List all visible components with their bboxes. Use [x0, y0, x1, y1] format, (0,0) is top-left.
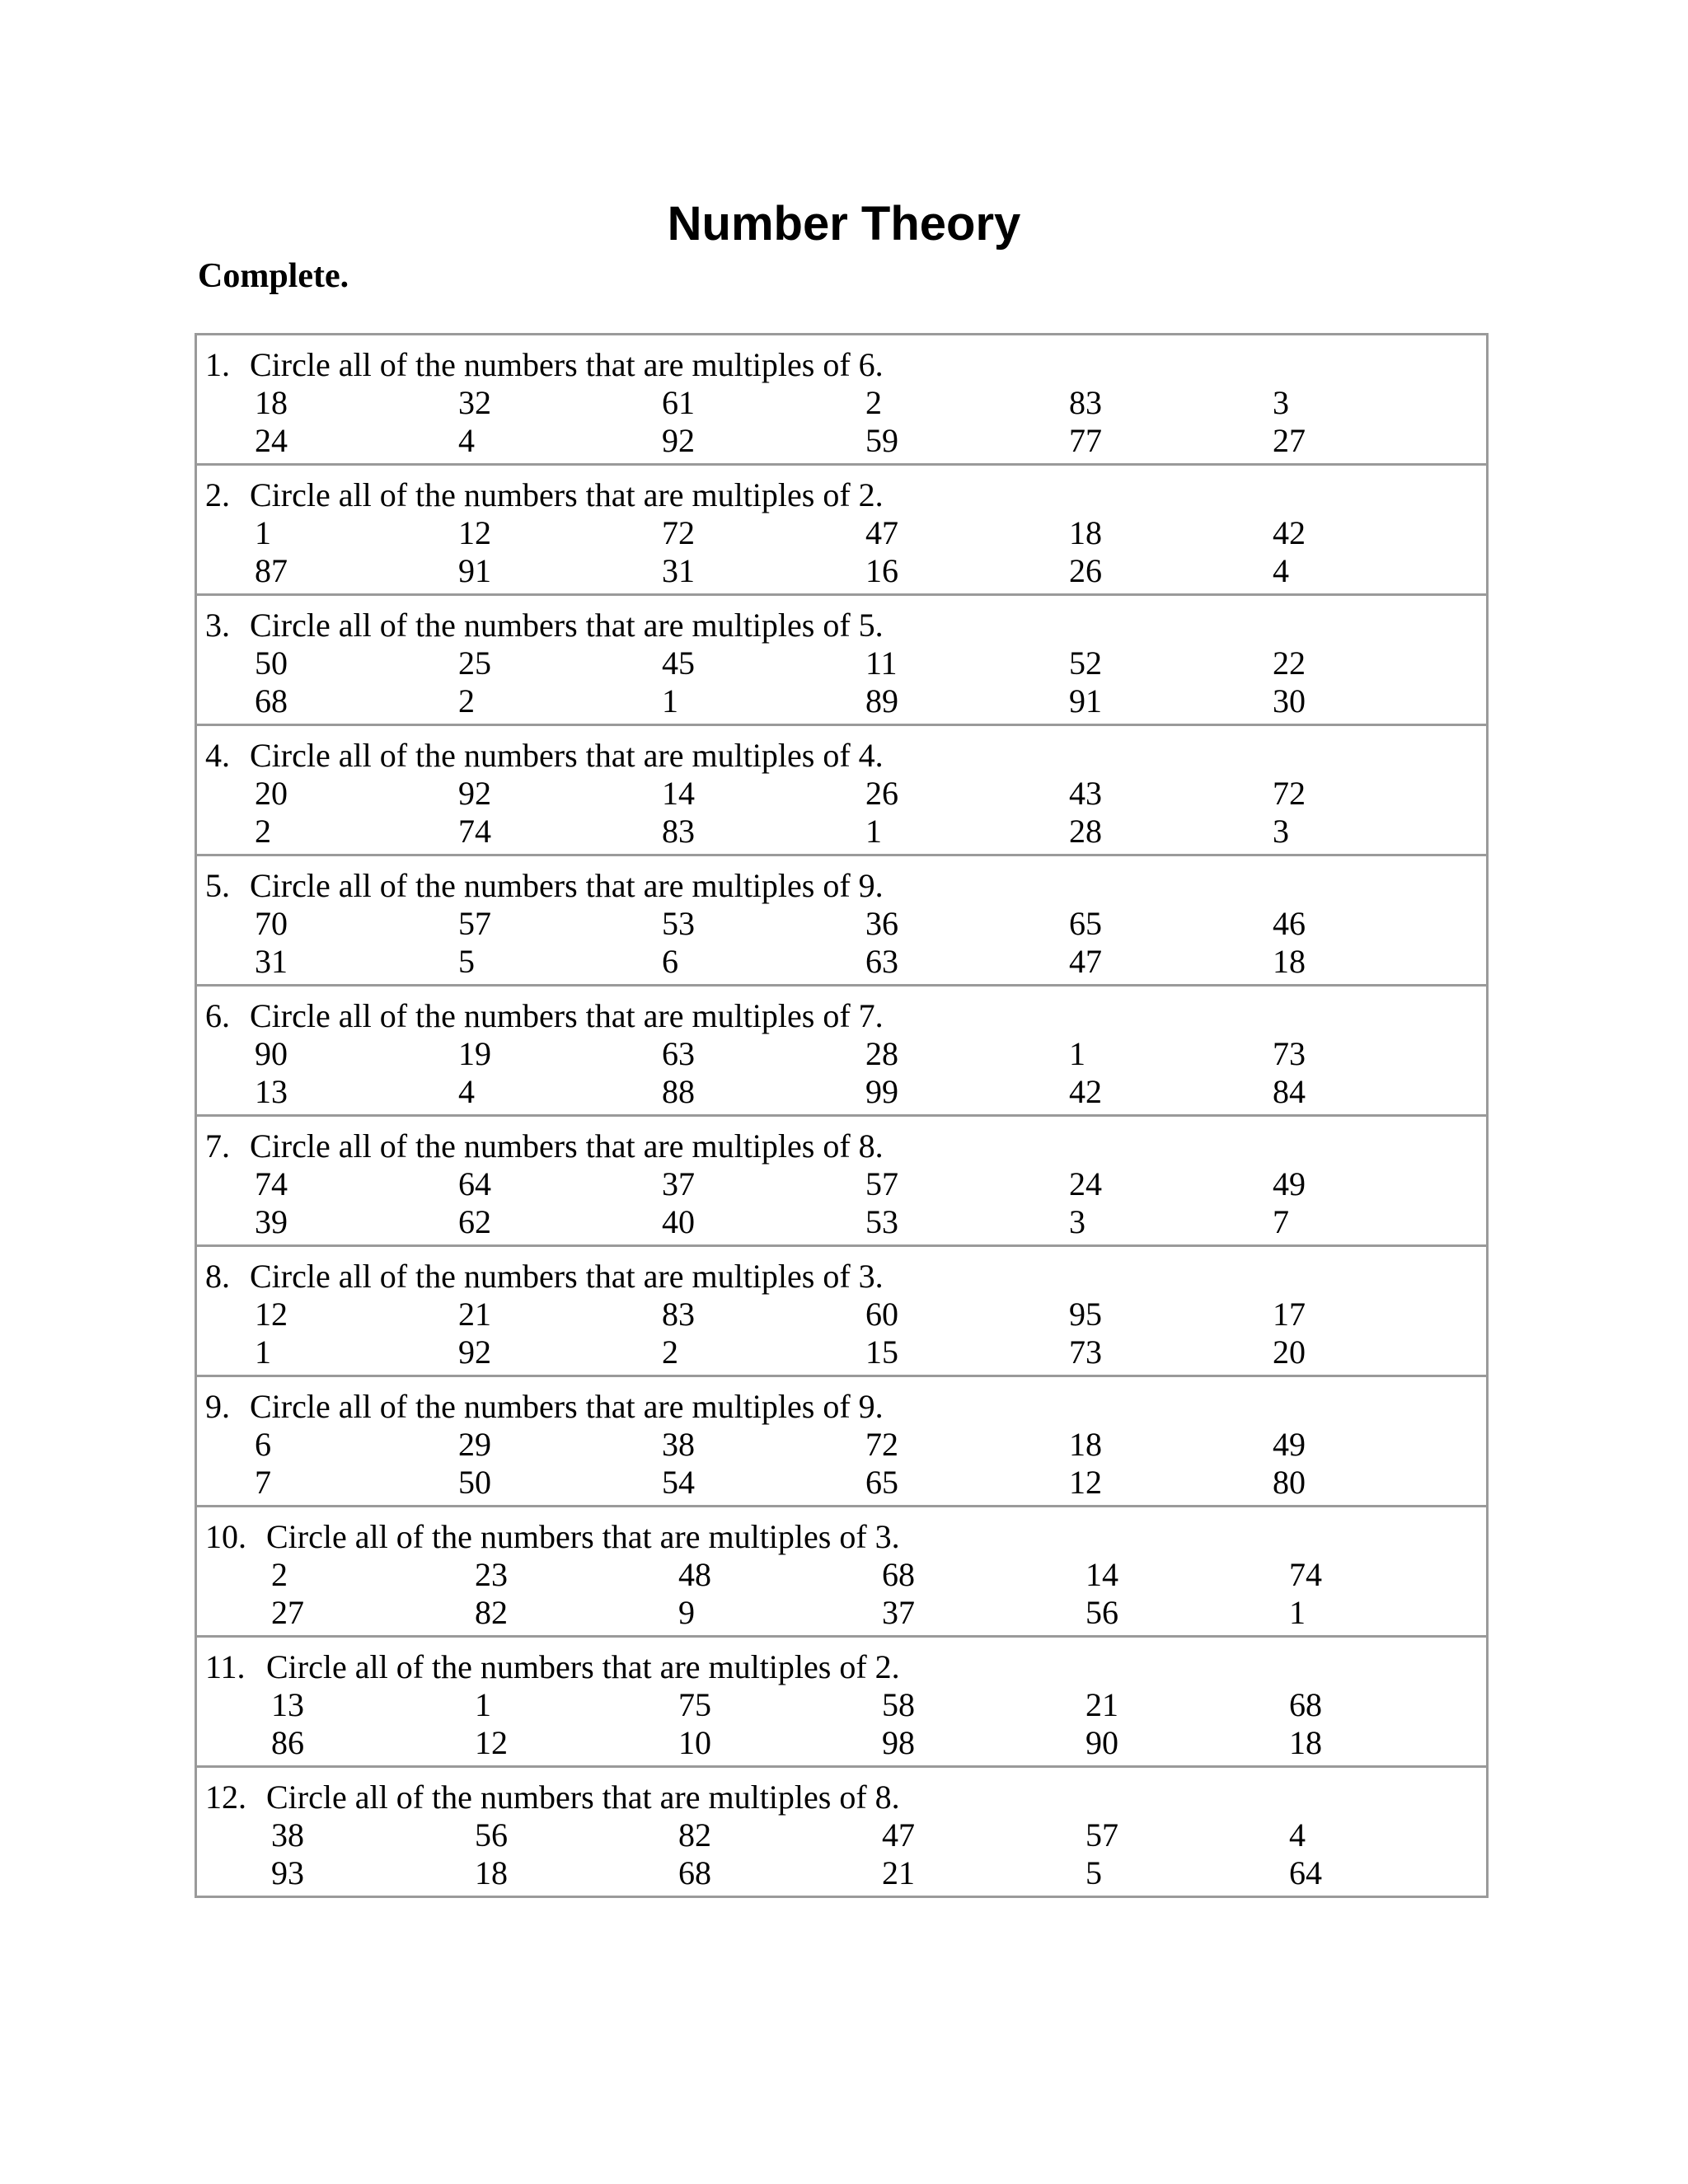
number-row	[255, 384, 1478, 422]
number-row	[271, 1594, 1478, 1632]
problem-number: 7.	[205, 1127, 230, 1165]
number-row	[271, 1816, 1478, 1854]
number-row	[255, 1165, 1478, 1203]
number-choice[interactable]: 18	[475, 1854, 508, 1891]
number-choice[interactable]: 38	[271, 1816, 304, 1854]
number-row	[255, 1426, 1478, 1464]
page-title: Number Theory	[667, 197, 1021, 251]
number-choice[interactable]: 68	[255, 682, 288, 719]
problem-1	[197, 335, 1486, 463]
problem-instruction: Circle all of the numbers that are multiples of 6.	[250, 346, 884, 383]
number-choice[interactable]: 64	[1289, 1854, 1322, 1891]
problem-2	[197, 463, 1486, 593]
problem-prompt	[205, 1388, 1478, 1426]
number-choice[interactable]: 46	[1273, 905, 1306, 942]
number-choice[interactable]: 3	[1069, 1203, 1085, 1240]
number-choice[interactable]: 28	[1069, 813, 1102, 850]
number-choice[interactable]: 28	[865, 1035, 898, 1072]
number-choice[interactable]: 61	[662, 384, 695, 421]
number-choice[interactable]: 37	[882, 1594, 915, 1631]
problem-number: 5.	[205, 867, 230, 904]
number-choice[interactable]: 5	[1085, 1854, 1102, 1891]
number-choice[interactable]: 21	[458, 1296, 491, 1333]
number-choice[interactable]: 56	[475, 1816, 508, 1854]
number-choice[interactable]: 4	[1289, 1816, 1306, 1854]
number-row	[255, 682, 1478, 720]
number-choice[interactable]: 43	[1069, 775, 1102, 812]
number-choice[interactable]: 24	[1069, 1165, 1102, 1202]
problem-instruction: Circle all of the numbers that are multiples of 2.	[266, 1648, 900, 1685]
number-choice[interactable]: 50	[255, 644, 288, 682]
number-choice[interactable]: 77	[1069, 422, 1102, 459]
number-choice[interactable]: 1	[1069, 1035, 1085, 1072]
number-choice[interactable]: 87	[255, 552, 288, 589]
number-choice[interactable]: 27	[1273, 422, 1306, 459]
number-choice[interactable]: 10	[678, 1724, 711, 1761]
problem-12	[197, 1765, 1486, 1896]
number-choice[interactable]: 89	[865, 682, 898, 719]
number-choice[interactable]: 86	[271, 1724, 304, 1761]
number-choice[interactable]: 23	[475, 1556, 508, 1593]
number-choice[interactable]: 26	[865, 775, 898, 812]
number-choice[interactable]: 99	[865, 1073, 898, 1110]
problem-number: 10.	[205, 1518, 246, 1555]
number-choice[interactable]: 12	[458, 514, 491, 551]
number-choice[interactable]: 93	[271, 1854, 304, 1891]
number-choice[interactable]: 53	[662, 905, 695, 942]
number-choice[interactable]: 12	[1069, 1464, 1102, 1501]
problem-instruction: Circle all of the numbers that are multiples of 3.	[266, 1518, 900, 1555]
number-choice[interactable]: 47	[865, 514, 898, 551]
number-choice[interactable]: 92	[458, 775, 491, 812]
number-row	[255, 514, 1478, 552]
number-row	[271, 1556, 1478, 1594]
problem-prompt	[205, 476, 1478, 514]
number-choice[interactable]: 54	[662, 1464, 695, 1501]
number-choice[interactable]: 36	[865, 905, 898, 942]
number-choice[interactable]: 3	[1273, 813, 1289, 850]
number-choice[interactable]: 18	[1069, 514, 1102, 551]
number-choice[interactable]: 72	[865, 1426, 898, 1463]
number-choice[interactable]: 90	[255, 1035, 288, 1072]
number-choice[interactable]: 92	[662, 422, 695, 459]
number-choice[interactable]: 1	[865, 813, 882, 850]
number-choice[interactable]: 49	[1273, 1165, 1306, 1202]
problem-4	[197, 724, 1486, 854]
number-choice[interactable]: 21	[1085, 1686, 1118, 1723]
number-choice[interactable]: 74	[1289, 1556, 1322, 1593]
problem-instruction: Circle all of the numbers that are multiples of 2.	[250, 476, 884, 513]
number-choice[interactable]: 82	[475, 1594, 508, 1631]
number-choice[interactable]: 84	[1273, 1073, 1306, 1110]
problem-number: 4.	[205, 737, 230, 774]
number-choice[interactable]: 18	[1069, 1426, 1102, 1463]
number-choice[interactable]: 73	[1069, 1333, 1102, 1371]
number-choice[interactable]: 83	[662, 813, 695, 850]
number-choice[interactable]: 3	[1273, 384, 1289, 421]
number-choice[interactable]: 4	[458, 1073, 475, 1110]
number-choice[interactable]: 6	[255, 1426, 271, 1463]
number-choice[interactable]: 59	[865, 422, 898, 459]
number-choice[interactable]: 91	[1069, 682, 1102, 719]
number-choice[interactable]: 70	[255, 905, 288, 942]
number-choice[interactable]: 32	[458, 384, 491, 421]
number-choice[interactable]: 30	[1273, 682, 1306, 719]
number-choice[interactable]: 60	[865, 1296, 898, 1333]
number-choice[interactable]: 31	[662, 552, 695, 589]
problem-instruction: Circle all of the numbers that are multiples of 5.	[250, 607, 884, 644]
number-choice[interactable]: 21	[882, 1854, 915, 1891]
number-choice[interactable]: 98	[882, 1724, 915, 1761]
number-choice[interactable]: 38	[662, 1426, 695, 1463]
number-row	[255, 1333, 1478, 1371]
number-choice[interactable]: 57	[1085, 1816, 1118, 1854]
number-choice[interactable]: 48	[678, 1556, 711, 1593]
problem-instruction: Circle all of the numbers that are multiples of 9.	[250, 867, 884, 904]
number-choice[interactable]: 65	[865, 1464, 898, 1501]
problem-number: 11.	[205, 1648, 246, 1685]
number-row	[255, 943, 1478, 981]
number-choice[interactable]: 16	[865, 552, 898, 589]
number-choice[interactable]: 63	[662, 1035, 695, 1072]
number-row	[255, 422, 1478, 460]
number-choice[interactable]: 83	[1069, 384, 1102, 421]
problem-prompt	[205, 1648, 1478, 1686]
number-row	[255, 1073, 1478, 1111]
problem-number: 1.	[205, 346, 230, 383]
problem-prompt	[205, 737, 1478, 775]
number-choice[interactable]: 74	[458, 813, 491, 850]
number-choice[interactable]: 83	[662, 1296, 695, 1333]
number-choice[interactable]: 57	[865, 1165, 898, 1202]
number-choice[interactable]: 9	[678, 1594, 695, 1631]
problem-10	[197, 1505, 1486, 1635]
number-choice[interactable]: 47	[882, 1816, 915, 1854]
number-choice[interactable]: 4	[1273, 552, 1289, 589]
number-row	[255, 813, 1478, 851]
number-choice[interactable]: 62	[458, 1203, 491, 1240]
number-choice[interactable]: 68	[678, 1854, 711, 1891]
problem-number: 6.	[205, 997, 230, 1034]
number-choice[interactable]: 13	[271, 1686, 304, 1723]
number-choice[interactable]: 63	[865, 943, 898, 980]
number-choice[interactable]: 7	[255, 1464, 271, 1501]
problem-number: 12.	[205, 1779, 246, 1816]
number-choice[interactable]: 25	[458, 644, 491, 682]
number-choice[interactable]: 91	[458, 552, 491, 589]
problem-prompt	[205, 1779, 1478, 1816]
number-choice[interactable]: 65	[1069, 905, 1102, 942]
number-choice[interactable]: 47	[1069, 943, 1102, 980]
problem-9	[197, 1375, 1486, 1505]
number-choice[interactable]: 24	[255, 422, 288, 459]
problem-prompt	[205, 997, 1478, 1035]
number-choice[interactable]: 6	[662, 943, 678, 980]
number-choice[interactable]: 29	[458, 1426, 491, 1463]
problem-instruction: Circle all of the numbers that are multiples of 8.	[266, 1779, 900, 1816]
number-choice[interactable]: 50	[458, 1464, 491, 1501]
number-choice[interactable]: 1	[662, 682, 678, 719]
number-choice[interactable]: 2	[865, 384, 882, 421]
number-choice[interactable]: 37	[662, 1165, 695, 1202]
problem-number: 8.	[205, 1258, 230, 1295]
number-choice[interactable]: 52	[1069, 644, 1102, 682]
number-choice[interactable]: 18	[255, 384, 288, 421]
number-choice[interactable]: 72	[662, 514, 695, 551]
problem-5	[197, 854, 1486, 984]
number-choice[interactable]: 19	[458, 1035, 491, 1072]
number-choice[interactable]: 20	[1273, 1333, 1306, 1371]
number-choice[interactable]: 27	[271, 1594, 304, 1631]
problem-instruction: Circle all of the numbers that are multiples of 4.	[250, 737, 884, 774]
number-choice[interactable]: 64	[458, 1165, 491, 1202]
number-choice[interactable]: 26	[1069, 552, 1102, 589]
problem-prompt	[205, 867, 1478, 905]
number-choice[interactable]: 75	[678, 1686, 711, 1723]
number-choice[interactable]: 40	[662, 1203, 695, 1240]
problem-prompt	[205, 346, 1478, 384]
problem-number: 3.	[205, 607, 230, 644]
problem-6	[197, 984, 1486, 1114]
number-choice[interactable]: 57	[458, 905, 491, 942]
problem-number: 2.	[205, 476, 230, 513]
number-choice[interactable]: 82	[678, 1816, 711, 1854]
number-row	[255, 644, 1478, 682]
number-choice[interactable]: 68	[882, 1556, 915, 1593]
problem-prompt	[205, 1127, 1478, 1165]
number-choice[interactable]: 22	[1273, 644, 1306, 682]
number-choice[interactable]: 12	[255, 1296, 288, 1333]
number-choice[interactable]: 45	[662, 644, 695, 682]
number-choice[interactable]: 17	[1273, 1296, 1306, 1333]
number-choice[interactable]: 18	[1273, 943, 1306, 980]
number-choice[interactable]: 74	[255, 1165, 288, 1202]
number-choice[interactable]: 72	[1273, 775, 1306, 812]
number-choice[interactable]: 14	[1085, 1556, 1118, 1593]
number-choice[interactable]: 42	[1069, 1073, 1102, 1110]
number-row	[271, 1724, 1478, 1762]
number-choice[interactable]: 80	[1273, 1464, 1306, 1501]
number-choice[interactable]: 1	[255, 1333, 271, 1371]
number-choice[interactable]: 1	[1289, 1594, 1306, 1631]
number-choice[interactable]: 88	[662, 1073, 695, 1110]
number-choice[interactable]: 49	[1273, 1426, 1306, 1463]
number-choice[interactable]: 73	[1273, 1035, 1306, 1072]
problem-instruction: Circle all of the numbers that are multiples of 7.	[250, 997, 884, 1034]
number-choice[interactable]: 2	[458, 682, 475, 719]
number-choice[interactable]: 5	[458, 943, 475, 980]
number-choice[interactable]: 95	[1069, 1296, 1102, 1333]
number-row	[271, 1686, 1478, 1724]
number-choice[interactable]: 4	[458, 422, 475, 459]
number-choice[interactable]: 18	[1289, 1724, 1322, 1761]
number-choice[interactable]: 42	[1273, 514, 1306, 551]
problem-prompt	[205, 607, 1478, 644]
number-choice[interactable]: 1	[255, 514, 271, 551]
problem-prompt	[205, 1258, 1478, 1296]
problem-11	[197, 1635, 1486, 1765]
number-row	[255, 1296, 1478, 1333]
number-choice[interactable]: 1	[475, 1686, 491, 1723]
number-row	[255, 1035, 1478, 1073]
number-choice[interactable]: 31	[255, 943, 288, 980]
problem-instruction: Circle all of the numbers that are multiples of 9.	[250, 1388, 884, 1425]
number-choice[interactable]: 11	[865, 644, 898, 682]
problem-instruction: Circle all of the numbers that are multiples of 8.	[250, 1127, 884, 1165]
instruction-text: Complete.	[198, 257, 349, 295]
worksheet-table	[195, 333, 1489, 1898]
number-choice[interactable]: 14	[662, 775, 695, 812]
number-choice[interactable]: 20	[255, 775, 288, 812]
number-choice[interactable]: 39	[255, 1203, 288, 1240]
problem-3	[197, 593, 1486, 724]
number-row	[255, 552, 1478, 590]
problem-prompt	[205, 1518, 1478, 1556]
number-choice[interactable]: 56	[1085, 1594, 1118, 1631]
problem-8	[197, 1244, 1486, 1375]
number-row	[255, 1203, 1478, 1241]
problem-instruction: Circle all of the numbers that are multiples of 3.	[250, 1258, 884, 1295]
number-choice[interactable]: 90	[1085, 1724, 1118, 1761]
number-choice[interactable]: 68	[1289, 1686, 1322, 1723]
number-row	[255, 905, 1478, 943]
number-choice[interactable]: 2	[255, 813, 271, 850]
number-choice[interactable]: 15	[865, 1333, 898, 1371]
problem-7	[197, 1114, 1486, 1244]
number-row	[255, 1464, 1478, 1502]
number-choice[interactable]: 7	[1273, 1203, 1289, 1240]
number-choice[interactable]: 2	[271, 1556, 288, 1593]
number-row	[271, 1854, 1478, 1892]
number-choice[interactable]: 13	[255, 1073, 288, 1110]
number-choice[interactable]: 12	[475, 1724, 508, 1761]
number-choice[interactable]: 58	[882, 1686, 915, 1723]
number-choice[interactable]: 2	[662, 1333, 678, 1371]
number-row	[255, 775, 1478, 813]
number-choice[interactable]: 92	[458, 1333, 491, 1371]
problem-number: 9.	[205, 1388, 230, 1425]
number-choice[interactable]: 53	[865, 1203, 898, 1240]
